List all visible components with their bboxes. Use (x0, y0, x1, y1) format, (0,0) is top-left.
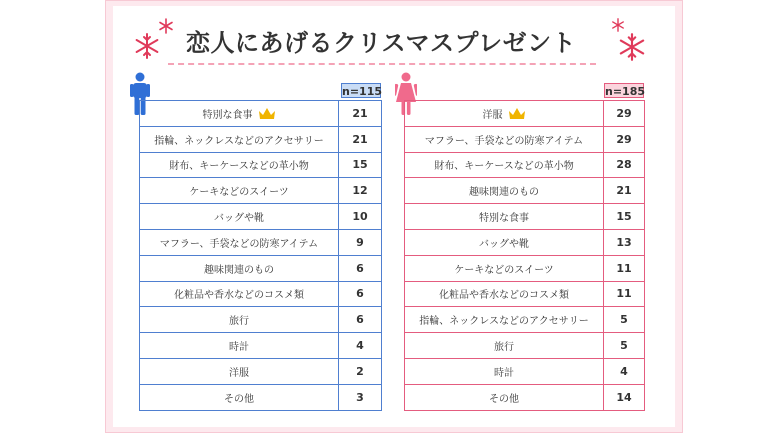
item-label (405, 281, 604, 307)
item-label (140, 281, 339, 307)
item-label-text: バッグや靴 (214, 213, 264, 225)
item-value: 6 (339, 307, 382, 333)
item-value: 15 (604, 204, 645, 230)
table-row (405, 178, 645, 204)
table-row (140, 126, 382, 152)
item-label (140, 126, 339, 152)
item-label-text: その他 (489, 393, 519, 405)
table-row (405, 281, 645, 307)
item-value: 9 (339, 229, 382, 255)
item-label-text: マフラー、手袋などの防寒アイテム (424, 135, 584, 147)
item-label (405, 178, 604, 204)
item-label-text: 旅行 (494, 342, 514, 354)
snowflake-icon (158, 18, 174, 34)
item-label (140, 101, 339, 127)
table-row (405, 384, 645, 410)
table-row (140, 255, 382, 281)
table-row (405, 229, 645, 255)
item-label (140, 333, 339, 359)
item-label-text: 財布、キーケースなどの革小物 (434, 161, 574, 173)
item-value: 6 (339, 255, 382, 281)
item-label-text: 財布、キーケースなどの革小物 (169, 161, 309, 173)
table-row (405, 307, 645, 333)
item-label (405, 126, 604, 152)
item-label-text: ケーキなどのスイーツ (189, 187, 289, 199)
item-value: 14 (604, 384, 645, 410)
table-row (140, 229, 382, 255)
item-label (405, 204, 604, 230)
table-row (140, 333, 382, 359)
item-value: 4 (604, 358, 645, 384)
item-value: 4 (339, 333, 382, 359)
item-label-text: 化粧品や香水などのコスメ類 (439, 290, 569, 302)
item-label-text: 特別な食事 (479, 213, 529, 225)
item-value: 13 (604, 229, 645, 255)
item-label (140, 229, 339, 255)
chart-title: 恋人にあげるクリスマスプレゼント (186, 29, 577, 57)
item-label (405, 333, 604, 359)
item-value: 10 (339, 204, 382, 230)
item-label (140, 384, 339, 410)
table-row (140, 281, 382, 307)
item-value: 21 (339, 101, 382, 127)
item-label (140, 358, 339, 384)
table-row (140, 204, 382, 230)
item-label (405, 307, 604, 333)
table-row (405, 255, 645, 281)
snowflake-icon (133, 32, 161, 60)
item-value: 21 (339, 126, 382, 152)
table-row (405, 333, 645, 359)
item-label (405, 101, 604, 127)
female-ranking-table (404, 100, 645, 411)
item-label-text: その他 (224, 393, 254, 405)
item-value: 3 (339, 384, 382, 410)
item-value: 15 (339, 152, 382, 178)
item-label (140, 204, 339, 230)
item-label-text: 趣味関連のもの (469, 187, 539, 199)
table-row (140, 358, 382, 384)
item-value: 11 (604, 255, 645, 281)
item-label-text: 時計 (229, 342, 249, 354)
table-row (140, 152, 382, 178)
item-value: 12 (339, 178, 382, 204)
item-value: 2 (339, 358, 382, 384)
crown-icon (258, 107, 276, 120)
item-label (405, 255, 604, 281)
item-label (140, 152, 339, 178)
item-value: 11 (604, 281, 645, 307)
item-label-text: 時計 (494, 367, 514, 379)
item-label-text: 趣味関連のもの (204, 264, 274, 276)
item-label (405, 229, 604, 255)
table-row (405, 358, 645, 384)
item-label (405, 358, 604, 384)
item-label-text: バッグや靴 (479, 238, 529, 250)
item-label (405, 384, 604, 410)
item-value: 5 (604, 307, 645, 333)
item-label-text: 洋服 (229, 367, 249, 379)
item-label-text: 洋服 (482, 109, 503, 121)
table-row (405, 204, 645, 230)
male-sample-size: n=115 (342, 85, 383, 98)
item-label-text: 特別な食事 (202, 109, 253, 121)
item-label-text: 旅行 (229, 316, 249, 328)
snowflake-icon (611, 18, 625, 32)
table-row (140, 101, 382, 127)
female-sample-size: n=185 (605, 85, 646, 98)
item-value: 21 (604, 178, 645, 204)
item-value: 28 (604, 152, 645, 178)
table-row (140, 178, 382, 204)
male-ranking-table (139, 100, 382, 411)
table-row (140, 384, 382, 410)
title-divider (168, 63, 596, 65)
snowflake-icon (617, 32, 647, 62)
item-label (140, 255, 339, 281)
item-label-text: 指輪、ネックレスなどのアクセサリー (419, 316, 589, 328)
item-label (140, 307, 339, 333)
crown-icon (508, 107, 526, 120)
table-row (405, 152, 645, 178)
item-label (405, 152, 604, 178)
item-value: 5 (604, 333, 645, 359)
item-label-text: 指輪、ネックレスなどのアクセサリー (154, 135, 324, 147)
table-row (405, 126, 645, 152)
item-value: 6 (339, 281, 382, 307)
table-row (140, 307, 382, 333)
table-row (405, 101, 645, 127)
item-label-text: マフラー、手袋などの防寒アイテム (159, 238, 319, 250)
item-label (140, 178, 339, 204)
item-label-text: 化粧品や香水などのコスメ類 (174, 290, 304, 302)
item-value: 29 (604, 101, 645, 127)
item-value: 29 (604, 126, 645, 152)
item-label-text: ケーキなどのスイーツ (454, 264, 554, 276)
